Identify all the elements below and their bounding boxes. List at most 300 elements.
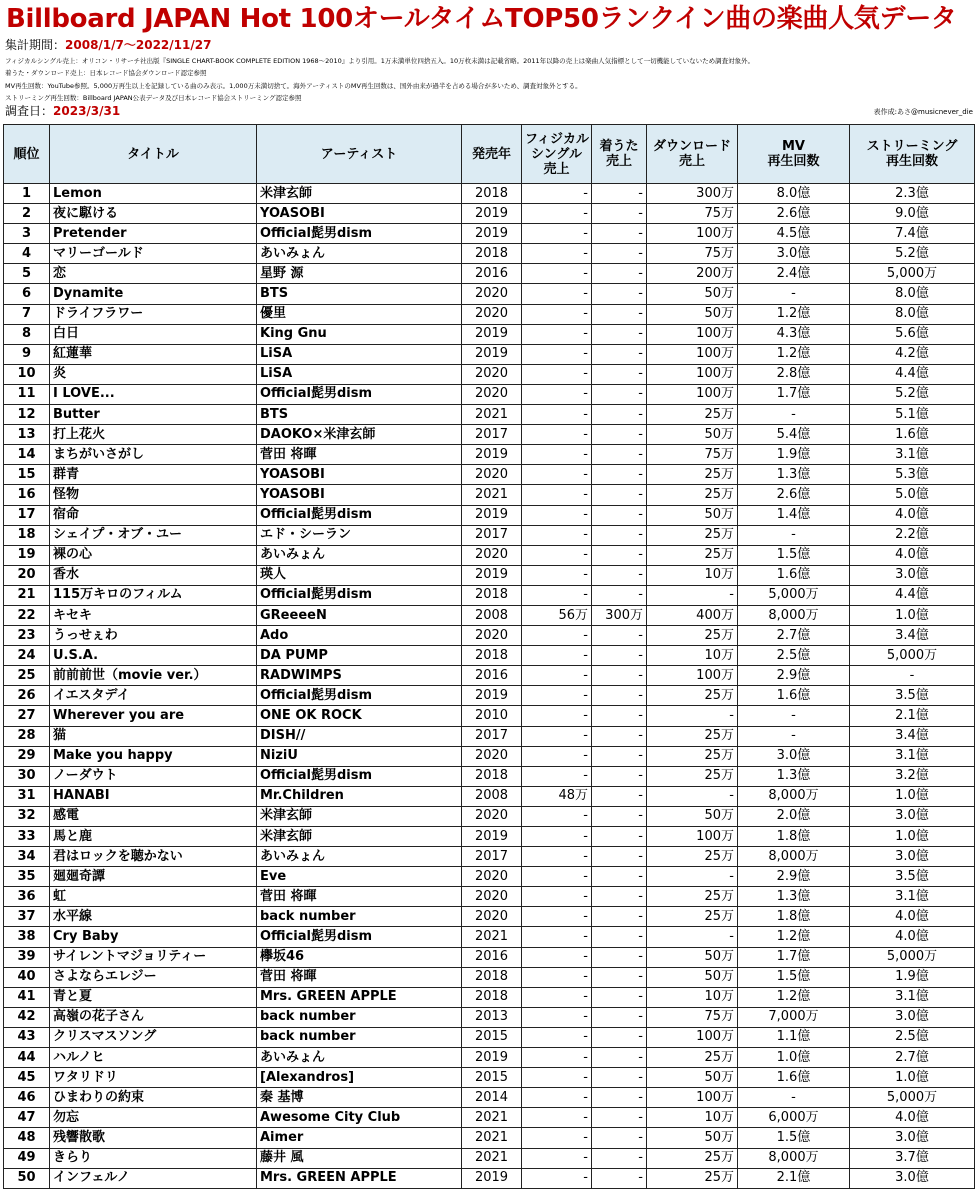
- cell-streaming: 2.5億: [850, 1027, 975, 1047]
- cell-mv: 1.5億: [738, 1128, 850, 1148]
- cell-mv: 1.1億: [738, 1027, 850, 1047]
- cell-download: 75万: [647, 445, 738, 465]
- cell-mv: 2.8億: [738, 364, 850, 384]
- cell-mv: 1.6億: [738, 686, 850, 706]
- cell-mv: 2.9億: [738, 867, 850, 887]
- cell-artist: Mrs. GREEN APPLE: [257, 1168, 462, 1188]
- table-row: [4, 867, 975, 887]
- table-row: [4, 1048, 975, 1068]
- table-row: [4, 646, 975, 666]
- cell-title: うっせぇわ: [50, 626, 257, 646]
- notes: [5, 55, 970, 105]
- cell-physical: -: [522, 827, 592, 847]
- cell-mv: -: [738, 405, 850, 425]
- cell-chaku: -: [592, 264, 647, 284]
- cell-mv: 8.0億: [738, 184, 850, 204]
- credit: 表作成:あさ@musicnever_die: [873, 108, 973, 116]
- cell-download: 25万: [647, 405, 738, 425]
- cell-rank: 20: [4, 565, 50, 585]
- cell-streaming: 2.1億: [850, 706, 975, 726]
- cell-streaming: 2.7億: [850, 1048, 975, 1068]
- cell-download: 25万: [647, 1148, 738, 1168]
- cell-rank: 38: [4, 927, 50, 947]
- cell-title: キセキ: [50, 605, 257, 625]
- cell-year: 2018: [462, 585, 522, 605]
- cell-artist: Official髭男dism: [257, 585, 462, 605]
- cell-download: 10万: [647, 987, 738, 1007]
- cell-mv: 5.4億: [738, 425, 850, 445]
- cell-physical: -: [522, 505, 592, 525]
- cell-title: Wherever you are: [50, 706, 257, 726]
- cell-title: 虹: [50, 887, 257, 907]
- table-row: [4, 726, 975, 746]
- cell-mv: -: [738, 1088, 850, 1108]
- cell-artist: 菅田 将暉: [257, 445, 462, 465]
- cell-chaku: -: [592, 465, 647, 485]
- cell-year: 2018: [462, 967, 522, 987]
- cell-download: 50万: [647, 947, 738, 967]
- cell-rank: 4: [4, 244, 50, 264]
- table-row: [4, 1148, 975, 1168]
- cell-chaku: -: [592, 726, 647, 746]
- cell-physical: -: [522, 264, 592, 284]
- cell-physical: -: [522, 445, 592, 465]
- cell-year: 2019: [462, 565, 522, 585]
- cell-mv: 1.6億: [738, 565, 850, 585]
- cell-mv: 4.5億: [738, 224, 850, 244]
- cell-download: 25万: [647, 746, 738, 766]
- cell-chaku: -: [592, 967, 647, 987]
- cell-rank: 30: [4, 766, 50, 786]
- cell-title: 廻廻奇譚: [50, 867, 257, 887]
- table-row: [4, 1088, 975, 1108]
- table-row: [4, 947, 975, 967]
- cell-streaming: 3.5億: [850, 686, 975, 706]
- cell-artist: Eve: [257, 867, 462, 887]
- cell-title: 宿命: [50, 505, 257, 525]
- cell-chaku: -: [592, 304, 647, 324]
- cell-year: 2019: [462, 344, 522, 364]
- cell-physical: -: [522, 806, 592, 826]
- cell-streaming: 4.0億: [850, 927, 975, 947]
- cell-rank: 29: [4, 746, 50, 766]
- cell-physical: -: [522, 1068, 592, 1088]
- cell-physical: -: [522, 967, 592, 987]
- cell-download: 25万: [647, 626, 738, 646]
- table-row: [4, 324, 975, 344]
- cell-year: 2019: [462, 686, 522, 706]
- header-download: ダウンロード 売上: [647, 125, 738, 184]
- cell-physical: -: [522, 344, 592, 364]
- cell-title: さよならエレジー: [50, 967, 257, 987]
- cell-physical: -: [522, 907, 592, 927]
- cell-download: 100万: [647, 827, 738, 847]
- period-value: 2008/1/7〜2022/11/27: [65, 38, 212, 52]
- cell-download: 50万: [647, 1128, 738, 1148]
- cell-artist: Mr.Children: [257, 786, 462, 806]
- cell-mv: 2.9億: [738, 666, 850, 686]
- cell-rank: 43: [4, 1027, 50, 1047]
- cell-mv: 1.3億: [738, 766, 850, 786]
- cell-physical: -: [522, 384, 592, 404]
- cell-title: 群青: [50, 465, 257, 485]
- cell-rank: 42: [4, 1007, 50, 1027]
- cell-title: ワタリドリ: [50, 1068, 257, 1088]
- cell-title: マリーゴールド: [50, 244, 257, 264]
- note-streaming: ストリーミング再生回数：Billboard JAPAN公表データ及び日本レコード協会ストリーミング認定参照: [5, 94, 302, 103]
- cell-physical: -: [522, 987, 592, 1007]
- cell-artist: Aimer: [257, 1128, 462, 1148]
- table-row: [4, 485, 975, 505]
- cell-artist: back number: [257, 1027, 462, 1047]
- table-row: [4, 987, 975, 1007]
- cell-chaku: -: [592, 646, 647, 666]
- cell-mv: -: [738, 706, 850, 726]
- cell-rank: 6: [4, 284, 50, 304]
- cell-rank: 16: [4, 485, 50, 505]
- cell-rank: 5: [4, 264, 50, 284]
- cell-artist: DA PUMP: [257, 646, 462, 666]
- cell-download: 100万: [647, 384, 738, 404]
- cell-artist: RADWIMPS: [257, 666, 462, 686]
- table-row: [4, 505, 975, 525]
- table-row: [4, 927, 975, 947]
- table-row: [4, 525, 975, 545]
- cell-year: 2018: [462, 184, 522, 204]
- header-artist: アーティスト: [257, 125, 462, 184]
- table-row: [4, 686, 975, 706]
- cell-rank: 17: [4, 505, 50, 525]
- cell-chaku: -: [592, 847, 647, 867]
- cell-year: 2018: [462, 766, 522, 786]
- cell-physical: -: [522, 224, 592, 244]
- cell-mv: -: [738, 284, 850, 304]
- cell-physical: -: [522, 1027, 592, 1047]
- ranking-table: [3, 124, 975, 1189]
- cell-artist: 星野 源: [257, 264, 462, 284]
- cell-mv: 2.6億: [738, 485, 850, 505]
- cell-title: I LOVE...: [50, 384, 257, 404]
- cell-rank: 19: [4, 545, 50, 565]
- cell-rank: 28: [4, 726, 50, 746]
- cell-title: 前前前世（movie ver.）: [50, 666, 257, 686]
- cell-rank: 8: [4, 324, 50, 344]
- note-mv: MV再生回数：YouTube参照。5,000万再生以上を記録している曲のみ表示。1,000万未満切捨て。海外アーティストのMV再生回数は、国外由来が過半を占める場合が多いため、調査対象外とする。: [5, 81, 582, 90]
- cell-title: ハルノヒ: [50, 1048, 257, 1068]
- cell-chaku: -: [592, 827, 647, 847]
- cell-streaming: 7.4億: [850, 224, 975, 244]
- cell-chaku: -: [592, 1108, 647, 1128]
- cell-streaming: 3.0億: [850, 565, 975, 585]
- cell-mv: 8,000万: [738, 1148, 850, 1168]
- cell-artist: Official髭男dism: [257, 686, 462, 706]
- cell-title: Lemon: [50, 184, 257, 204]
- cell-streaming: 3.5億: [850, 867, 975, 887]
- cell-download: 75万: [647, 1007, 738, 1027]
- cell-chaku: -: [592, 585, 647, 605]
- cell-mv: 1.8億: [738, 907, 850, 927]
- header-physical: フィジカル シングル 売上: [522, 125, 592, 184]
- cell-title: Pretender: [50, 224, 257, 244]
- cell-chaku: -: [592, 1088, 647, 1108]
- cell-download: 75万: [647, 204, 738, 224]
- cell-chaku: -: [592, 686, 647, 706]
- cell-year: 2019: [462, 1168, 522, 1188]
- cell-streaming: 5,000万: [850, 646, 975, 666]
- cell-download: 400万: [647, 605, 738, 625]
- cell-mv: 1.0億: [738, 1048, 850, 1068]
- survey-label: 調査日：: [5, 104, 54, 118]
- cell-title: Cry Baby: [50, 927, 257, 947]
- cell-download: 100万: [647, 364, 738, 384]
- table-row: [4, 605, 975, 625]
- cell-chaku: -: [592, 626, 647, 646]
- cell-mv: 1.2億: [738, 304, 850, 324]
- cell-rank: 25: [4, 666, 50, 686]
- cell-streaming: 1.9億: [850, 967, 975, 987]
- cell-mv: 1.8億: [738, 827, 850, 847]
- cell-streaming: 5.1億: [850, 405, 975, 425]
- cell-rank: 12: [4, 405, 50, 425]
- cell-mv: 1.2億: [738, 987, 850, 1007]
- cell-artist: ONE OK ROCK: [257, 706, 462, 726]
- cell-download: 10万: [647, 565, 738, 585]
- cell-artist: あいみょん: [257, 545, 462, 565]
- cell-mv: 3.0億: [738, 244, 850, 264]
- cell-artist: Ado: [257, 626, 462, 646]
- table-row: [4, 465, 975, 485]
- cell-artist: Official髭男dism: [257, 766, 462, 786]
- cell-download: 25万: [647, 726, 738, 746]
- cell-physical: -: [522, 1007, 592, 1027]
- cell-download: -: [647, 786, 738, 806]
- table-row: [4, 666, 975, 686]
- cell-download: 75万: [647, 244, 738, 264]
- cell-physical: -: [522, 867, 592, 887]
- table-row: [4, 827, 975, 847]
- table-row: [4, 887, 975, 907]
- cell-physical: -: [522, 706, 592, 726]
- cell-download: 50万: [647, 505, 738, 525]
- cell-title: 青と夏: [50, 987, 257, 1007]
- cell-mv: -: [738, 726, 850, 746]
- cell-title: 水平線: [50, 907, 257, 927]
- cell-download: 25万: [647, 1168, 738, 1188]
- table-row: [4, 445, 975, 465]
- cell-year: 2020: [462, 806, 522, 826]
- cell-streaming: 3.1億: [850, 746, 975, 766]
- cell-year: 2020: [462, 364, 522, 384]
- cell-year: 2020: [462, 384, 522, 404]
- header-title: タイトル: [50, 125, 257, 184]
- cell-streaming: 3.2億: [850, 766, 975, 786]
- cell-streaming: 3.1億: [850, 445, 975, 465]
- cell-artist: DISH//: [257, 726, 462, 746]
- cell-physical: -: [522, 1048, 592, 1068]
- cell-artist: あいみょん: [257, 847, 462, 867]
- table-row: [4, 806, 975, 826]
- cell-streaming: 5.2億: [850, 384, 975, 404]
- cell-download: 25万: [647, 887, 738, 907]
- cell-title: 裸の心: [50, 545, 257, 565]
- cell-mv: 1.7億: [738, 947, 850, 967]
- cell-download: -: [647, 927, 738, 947]
- cell-mv: 2.5億: [738, 646, 850, 666]
- table-row: [4, 1068, 975, 1088]
- cell-rank: 1: [4, 184, 50, 204]
- cell-physical: -: [522, 686, 592, 706]
- cell-chaku: -: [592, 505, 647, 525]
- cell-download: 10万: [647, 646, 738, 666]
- cell-year: 2019: [462, 324, 522, 344]
- cell-year: 2021: [462, 485, 522, 505]
- cell-title: ドライフラワー: [50, 304, 257, 324]
- cell-download: 25万: [647, 847, 738, 867]
- cell-year: 2008: [462, 786, 522, 806]
- survey-date: 2023/3/31: [53, 104, 121, 118]
- cell-title: 君はロックを聴かない: [50, 847, 257, 867]
- cell-year: 2017: [462, 525, 522, 545]
- cell-title: 感電: [50, 806, 257, 826]
- cell-chaku: -: [592, 1027, 647, 1047]
- cell-chaku: -: [592, 184, 647, 204]
- cell-streaming: 5,000万: [850, 947, 975, 967]
- cell-physical: -: [522, 887, 592, 907]
- cell-physical: -: [522, 666, 592, 686]
- note-download: 着うた・ダウンロード売上：日本レコード協会ダウンロード認定参照: [5, 69, 207, 78]
- cell-chaku: -: [592, 204, 647, 224]
- cell-year: 2019: [462, 224, 522, 244]
- cell-rank: 22: [4, 605, 50, 625]
- cell-physical: -: [522, 485, 592, 505]
- table-row: [4, 1168, 975, 1188]
- cell-chaku: -: [592, 485, 647, 505]
- table-row: [4, 244, 975, 264]
- cell-artist: 瑛人: [257, 565, 462, 585]
- cell-title: 白日: [50, 324, 257, 344]
- cell-streaming: 4.0億: [850, 505, 975, 525]
- cell-chaku: -: [592, 947, 647, 967]
- cell-streaming: 1.0億: [850, 827, 975, 847]
- cell-artist: Mrs. GREEN APPLE: [257, 987, 462, 1007]
- cell-rank: 13: [4, 425, 50, 445]
- cell-physical: -: [522, 1148, 592, 1168]
- cell-artist: NiziU: [257, 746, 462, 766]
- cell-year: 2010: [462, 706, 522, 726]
- cell-streaming: 4.0億: [850, 545, 975, 565]
- cell-chaku: -: [592, 907, 647, 927]
- cell-mv: 2.0億: [738, 806, 850, 826]
- note-physical: フィジカルシングル売上：オリコン・リサーチ社出版『SINGLE CHART-BOOK COMPLETE EDITION 1968〜2010』より引用。1万未満単位四捨五入。10万枚未満は記載省略。2011年以降の売上は楽曲人気指標として一切機能していないため調査対象外。: [5, 57, 755, 65]
- cell-download: 50万: [647, 1068, 738, 1088]
- cell-year: 2021: [462, 1148, 522, 1168]
- cell-year: 2021: [462, 1128, 522, 1148]
- cell-streaming: 8.0億: [850, 304, 975, 324]
- cell-rank: 48: [4, 1128, 50, 1148]
- cell-rank: 39: [4, 947, 50, 967]
- cell-artist: 欅坂46: [257, 947, 462, 967]
- cell-title: サイレントマジョリティー: [50, 947, 257, 967]
- cell-mv: 1.9億: [738, 445, 850, 465]
- cell-physical: -: [522, 1168, 592, 1188]
- table-row: [4, 626, 975, 646]
- cell-mv: 2.6億: [738, 204, 850, 224]
- cell-artist: Awesome City Club: [257, 1108, 462, 1128]
- cell-chaku: -: [592, 224, 647, 244]
- cell-physical: -: [522, 545, 592, 565]
- cell-year: 2016: [462, 947, 522, 967]
- cell-title: 炎: [50, 364, 257, 384]
- cell-rank: 32: [4, 806, 50, 826]
- cell-streaming: 4.2億: [850, 344, 975, 364]
- table-row: [4, 264, 975, 284]
- cell-title: ひまわりの約束: [50, 1088, 257, 1108]
- cell-streaming: 1.0億: [850, 605, 975, 625]
- cell-rank: 23: [4, 626, 50, 646]
- cell-chaku: -: [592, 927, 647, 947]
- cell-year: 2020: [462, 545, 522, 565]
- cell-rank: 33: [4, 827, 50, 847]
- cell-year: 2020: [462, 284, 522, 304]
- cell-chaku: -: [592, 867, 647, 887]
- survey-line: [5, 104, 120, 119]
- cell-mv: 1.2億: [738, 927, 850, 947]
- cell-title: Dynamite: [50, 284, 257, 304]
- table-row: [4, 746, 975, 766]
- cell-streaming: 3.0億: [850, 1168, 975, 1188]
- cell-artist: LiSA: [257, 344, 462, 364]
- cell-rank: 35: [4, 867, 50, 887]
- cell-year: 2017: [462, 425, 522, 445]
- cell-title: 恋: [50, 264, 257, 284]
- cell-rank: 37: [4, 907, 50, 927]
- cell-download: 50万: [647, 806, 738, 826]
- cell-artist: Official髭男dism: [257, 224, 462, 244]
- cell-year: 2021: [462, 1108, 522, 1128]
- cell-artist: back number: [257, 907, 462, 927]
- cell-download: 50万: [647, 284, 738, 304]
- table-row: [4, 425, 975, 445]
- cell-download: 100万: [647, 1088, 738, 1108]
- cell-physical: -: [522, 746, 592, 766]
- table-row: [4, 1007, 975, 1027]
- cell-chaku: -: [592, 666, 647, 686]
- cell-rank: 44: [4, 1048, 50, 1068]
- cell-chaku: -: [592, 525, 647, 545]
- table-row: [4, 284, 975, 304]
- cell-title: U.S.A.: [50, 646, 257, 666]
- cell-year: 2019: [462, 445, 522, 465]
- cell-year: 2014: [462, 1088, 522, 1108]
- cell-download: 50万: [647, 304, 738, 324]
- cell-rank: 50: [4, 1168, 50, 1188]
- table-row: [4, 967, 975, 987]
- cell-title: 紅蓮華: [50, 344, 257, 364]
- table-row: [4, 565, 975, 585]
- cell-year: 2016: [462, 666, 522, 686]
- cell-artist: エド・シーラン: [257, 525, 462, 545]
- cell-physical: -: [522, 324, 592, 344]
- table-row: [4, 344, 975, 364]
- cell-chaku: -: [592, 887, 647, 907]
- cell-artist: 秦 基博: [257, 1088, 462, 1108]
- cell-rank: 31: [4, 786, 50, 806]
- cell-chaku: -: [592, 1048, 647, 1068]
- cell-title: まちがいさがし: [50, 445, 257, 465]
- cell-artist: GReeeeN: [257, 605, 462, 625]
- cell-artist: 藤井 風: [257, 1148, 462, 1168]
- cell-streaming: 8.0億: [850, 284, 975, 304]
